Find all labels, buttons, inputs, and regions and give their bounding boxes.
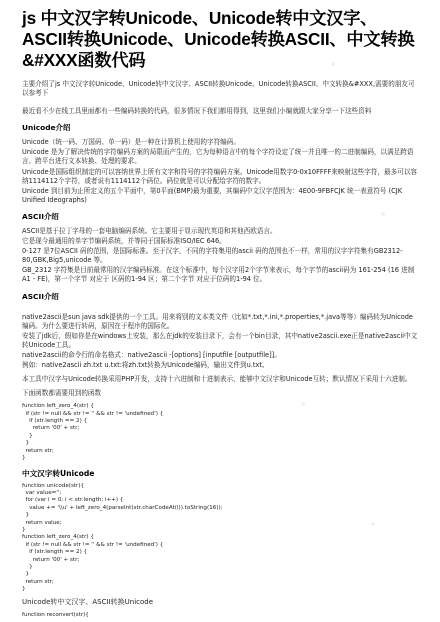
unicode-paragraph-3: Unicode是国际组织制定的可以容纳世界上所有文字和符号的字符编码方案。Unicode用数字0-0x10FFFF来映射这些字符，最多可以容纳1114112个字符，或者说有1114112个码位。码位就是可以分配给字符的数字。 — [22, 167, 418, 185]
native2ascii-paragraph-3: native2ascii的命令行的命名格式：native2ascii -[options] [inputfile [outputfile]]。 — [22, 350, 281, 359]
native2ascii-section-heading: ASCII介绍 — [22, 291, 59, 301]
ascii-section-heading: ASCII介绍 — [22, 211, 59, 221]
lead-paragraph: 最近看不少在线工具里面都有一些编码转换的代码，很多情况下我们都用得到，这里我们小编就跟大家分享一下这些资料 — [22, 107, 372, 116]
native2ascii-paragraph-2: 安装了jdk后，假如你是在windows上安装，那么在jdk的安装目录下，会有一个bin目录，其中native2ascii.exe正是native2ascii中文转Unicode工具。 — [22, 331, 418, 349]
watermark-mark: ✦ — [328, 58, 339, 71]
code-block-reconvert: function reconvert(str){ — [22, 611, 89, 618]
ascii-paragraph-2: 它是现今最通用的单字节编码系统，并等同于国际标准ISO/IEC 646。 — [22, 237, 226, 246]
native2ascii-paragraph-6: 下面函数都需要用到的函数 — [22, 389, 102, 398]
unicode-paragraph-1: Unicode（统一码、万国码、单一码）是一种在计算机上使用的字符编码。 — [22, 138, 240, 147]
watermark-mark: ✦ — [378, 208, 389, 221]
code-block-unicode: function unicode(str){ var value=''; for (var i = 0; i < str.length; i++) { value += '\\u' + left_zero_4(parseInt(str.charCodeAt(i)).toString(16)); } return value; } function left_zero_4(str) { if (str != null && str != '' && str != 'undefined') { if (str.length == 2) { return '00' + str; } } return str; } — [22, 482, 223, 593]
watermark-mark: ✦ — [298, 398, 309, 411]
unicode-to-chinese-heading: Unicode转中文汉字、ASCII转换Unicode — [22, 597, 154, 606]
native2ascii-paragraph-4: 例如：native2ascii zh.txt u.txt:将zh.txt转换为Unicode编码，输出文件到u.txt。 — [22, 360, 269, 369]
document-page — [22, 8, 418, 622]
code-block-left-zero: function left_zero_4(str) { if (str != null && str != '' && str != 'undefined') { if (str.length == 2) { return '00' + str; } } return str; } — [22, 403, 164, 462]
ascii-paragraph-4: GB_2312 字符集是目前最常用的汉字编码标准。在这个标准中，每个汉字用2个字节来表示，每个字节的ascii码为 161-254 (16 进制A1 - FE)，第一个字节 对应于 区码的1-94 区；第二个字节 对应于位码的1-94 位。 — [22, 266, 415, 284]
native2ascii-paragraph-5: 本工具中汉字与Unicode转换采用PHP开发，支持十六进制和十进制表示，能够中文汉字和Unicode互转；默认情况下采用十六进制。 — [22, 375, 412, 384]
chinese-to-unicode-heading: 中文汉字转Unicode — [22, 468, 95, 478]
native2ascii-paragraph-1: native2ascii是sun java sdk提供的一个工具。用来将别的文本类文件（比如*.txt,*.ini,*.properties,*.java等等）编码转为Unicode编码。为什么要进行转码，原因在于程序的国际化。 — [22, 312, 413, 330]
page-title: js 中文汉字转Unicode、Unicode转中文汉字、ASCII转换Unicode、Unicode转换ASCII、中文转换&#XXX函数代码 — [22, 8, 415, 70]
watermark-mark: ✦ — [368, 518, 379, 531]
unicode-section-heading: Unicode介绍 — [22, 123, 71, 133]
ascii-paragraph-1: ASCII是基于拉丁字母的一套电脑编码系统。它主要用于显示现代英语和其他西欧语言。 — [22, 226, 277, 235]
intro-paragraph: 主要介绍了js 中文汉字转Unicode、Unicode转中文汉字、ASCII转换Unicode、Unicode转换ASCII、中文转换&#XXX,需要的朋友可以参考下 — [22, 80, 415, 98]
ascii-paragraph-3: 0-127 是7位ASCII 码的范围，是国际标准。至于汉字，不同的字符集用的ascii 码的范围也不一样，常用的汉字字符集有GB2312-80,GBK,Big5,unicode 等。 — [22, 247, 403, 265]
unicode-paragraph-2: Unicode 是为了解决传统的字符编码方案的局限而产生的，它为每种语言中的每个字符设定了统一并且唯一的二进制编码，以满足跨语言、跨平台进行文本转换、处理的要求。 — [22, 148, 414, 166]
unicode-paragraph-4: Unicode 到目前为止所定义的五个平面中，第0平面(BMP)最为重要，其编码中文汉字范围为：4E00-9FBFCJK 统一表意符号 (CJK Unified Ideographs) — [22, 186, 403, 204]
